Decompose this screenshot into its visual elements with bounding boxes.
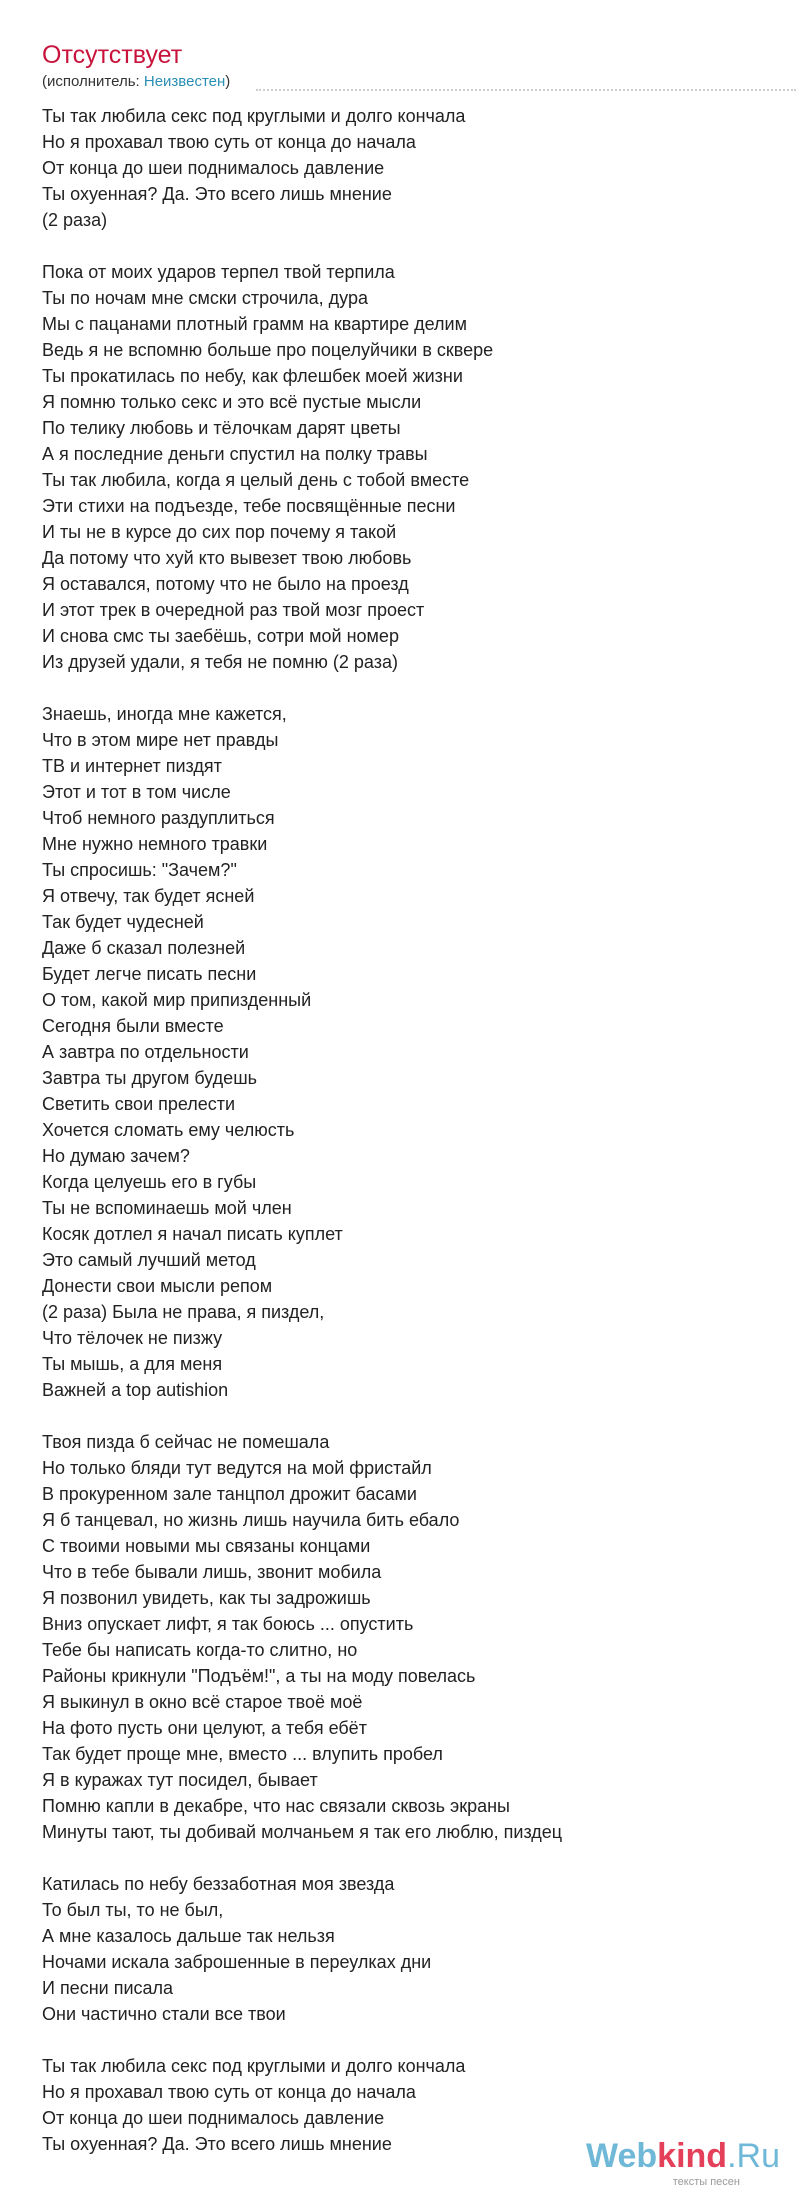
site-watermark: [560, 2136, 780, 2196]
lyrics-line: Знаешь, иногда мне кажется,: [42, 704, 287, 724]
lyrics-line: То был ты, то не был,: [42, 1900, 224, 1920]
lyrics-line: Эти стихи на подъезде, тебе посвящённые песни: [42, 496, 456, 516]
lyrics-line: Важней а top autishion: [42, 1380, 229, 1400]
watermark-web: Web: [586, 2137, 658, 2175]
lyrics-line: Так будет проще мне, вместо ... влупить пробел: [42, 1744, 443, 1764]
lyrics-line: Ты охуенная? Да. Это всего лишь мнение: [42, 184, 392, 204]
lyrics-line: Когда целуешь его в губы: [42, 1172, 257, 1192]
lyrics-line: Ты охуенная? Да. Это всего лишь мнение: [42, 2134, 392, 2154]
lyrics-line: И этот трек в очередной раз твой мозг проест: [42, 600, 425, 620]
lyrics-line: Мне нужно немного травки: [42, 834, 268, 854]
lyrics-line: Что в тебе бывали лишь, звонит мобила: [42, 1562, 382, 1582]
lyrics-line: Ты спросишь: "Зачем?": [42, 860, 237, 880]
watermark-tagline: тексты песен: [672, 2176, 740, 2188]
lyrics-line: Чтоб немного раздуплиться: [42, 808, 275, 828]
lyrics-line: От конца до шеи поднималось давление: [42, 2108, 385, 2128]
lyrics-line: Районы крикнули "Подъём!", а ты на моду повелась: [42, 1666, 476, 1686]
lyrics-line: Даже б сказал полезней: [42, 938, 246, 958]
lyrics-line: Этот и тот в том числе: [42, 782, 231, 802]
lyrics-line: Что тёлочек не пизжу: [42, 1328, 223, 1348]
lyrics-body: [42, 103, 782, 2183]
lyrics-line: Пока от моих ударов терпел твой терпила: [42, 262, 395, 282]
lyrics-line: Да потому что хуй кто вывезет твою любовь: [42, 548, 412, 568]
lyrics-line: Ведь я не вспомню больше про поцелуйчики в сквере: [42, 340, 494, 360]
artist-link[interactable]: Неизвестен: [143, 73, 226, 90]
lyrics-line: Но я прохавал твою суть от конца до начала: [42, 2082, 416, 2102]
lyrics-stanza: [42, 701, 782, 1403]
lyrics-line: На фото пусть они целуют, а тебя ебёт: [42, 1718, 367, 1738]
lyrics-line: Минуты тают, ты добивай молчаньем я так его люблю, пиздец: [42, 1822, 563, 1842]
artist-byline: [42, 72, 230, 92]
lyrics-line: Я б танцевал, но жизнь лишь научила бить ебало: [42, 1510, 460, 1530]
lyrics-line: А завтра по отдельности: [42, 1042, 249, 1062]
lyrics-line: ТВ и интернет пиздят: [42, 756, 222, 776]
watermark-logo: [586, 2136, 780, 2176]
lyrics-line: Твоя пизда б сейчас не помешала: [42, 1432, 330, 1452]
lyrics-line: Мы с пацанами плотный грамм на квартире делим: [42, 314, 467, 334]
lyrics-line: Завтра ты другом будешь: [42, 1068, 258, 1088]
lyrics-line: Я помню только секс и это всё пустые мысли: [42, 392, 422, 412]
header-divider: [256, 89, 796, 91]
lyrics-line: По телику любовь и тёлочкам дарят цветы: [42, 418, 401, 438]
lyrics-line: О том, какой мир припизденный: [42, 990, 312, 1010]
byline-prefix: (исполнитель:: [42, 73, 144, 90]
lyrics-line: Ты так любила секс под круглыми и долго кончала: [42, 106, 466, 126]
lyrics-line: Будет легче писать песни: [42, 964, 257, 984]
lyrics-line: А мне казалось дальше так нельзя: [42, 1926, 335, 1946]
lyrics-stanza: [42, 259, 782, 675]
lyrics-line: Ты не вспоминаешь мой член: [42, 1198, 292, 1218]
lyrics-line: Что в этом мире нет правды: [42, 730, 279, 750]
byline-suffix: ): [225, 73, 231, 90]
page-title: Отсутствует: [42, 41, 183, 69]
lyrics-line: С твоими новыми мы связаны концами: [42, 1536, 371, 1556]
lyrics-line: Ты мышь, а для меня: [42, 1354, 223, 1374]
lyrics-line: Я отвечу, так будет ясней: [42, 886, 255, 906]
lyrics-line: Из друзей удали, я тебя не помню (2 раза): [42, 652, 398, 672]
lyrics-line: Светить свои прелести: [42, 1094, 236, 1114]
lyrics-line: Но только бляди тут ведутся на мой фристайл: [42, 1458, 432, 1478]
lyrics-line: Они частично стали все твои: [42, 2004, 286, 2024]
lyrics-line: Ты по ночам мне смски строчила, дура: [42, 288, 368, 308]
watermark-kind: kind: [657, 2137, 728, 2175]
lyrics-line: Катилась по небу беззаботная моя звезда: [42, 1874, 395, 1894]
lyrics-stanza: [42, 1871, 782, 2027]
lyrics-line: Я в куражах тут посидел, бывает: [42, 1770, 318, 1790]
lyrics-line: И песни писала: [42, 1978, 174, 1998]
lyrics-line: Косяк дотлел я начал писать куплет: [42, 1224, 343, 1244]
lyrics-line: Я оставался, потому что не было на проезд: [42, 574, 409, 594]
lyrics-line: (2 раза) Была не права, я пиздел,: [42, 1302, 325, 1322]
lyrics-line: А я последние деньги спустил на полку травы: [42, 444, 428, 464]
lyrics-line: Но думаю зачем?: [42, 1146, 190, 1166]
lyrics-line: И ты не в курсе до сих пор почему я такой: [42, 522, 397, 542]
lyrics-line: Сегодня были вместе: [42, 1016, 224, 1036]
lyrics-line: И снова смс ты заебёшь, сотри мой номер: [42, 626, 399, 646]
lyrics-line: Ты так любила, когда я целый день с тобой вместе: [42, 470, 470, 490]
lyrics-line: Так будет чудесней: [42, 912, 204, 932]
lyrics-line: От конца до шеи поднималось давление: [42, 158, 385, 178]
lyrics-line: Помню капли в декабре, что нас связали сквозь экраны: [42, 1796, 510, 1816]
lyrics-stanza: [42, 1429, 782, 1845]
lyrics-line: (2 раза): [42, 210, 108, 230]
lyrics-line: В прокуренном зале танцпол дрожит басами: [42, 1484, 417, 1504]
lyrics-line: Тебе бы написать когда-то слитно, но: [42, 1640, 358, 1660]
lyrics-stanza: [42, 103, 782, 233]
lyrics-line: Ты прокатилась по небу, как флешбек моей жизни: [42, 366, 463, 386]
lyrics-line: Я позвонил увидеть, как ты задрожишь: [42, 1588, 371, 1608]
lyrics-line: Я выкинул в окно всё старое твоё моё: [42, 1692, 363, 1712]
lyrics-line: Хочется сломать ему челюсть: [42, 1120, 295, 1140]
watermark-tld: .Ru: [727, 2137, 780, 2175]
lyrics-line: Вниз опускает лифт, я так боюсь ... опустить: [42, 1614, 414, 1634]
lyrics-line: Ночами искала заброшенные в переулках дни: [42, 1952, 432, 1972]
lyrics-line: Ты так любила секс под круглыми и долго кончала: [42, 2056, 466, 2076]
lyrics-line: Но я прохавал твою суть от конца до начала: [42, 132, 416, 152]
lyrics-line: Донести свои мысли репом: [42, 1276, 273, 1296]
lyrics-line: Это самый лучший метод: [42, 1250, 256, 1270]
